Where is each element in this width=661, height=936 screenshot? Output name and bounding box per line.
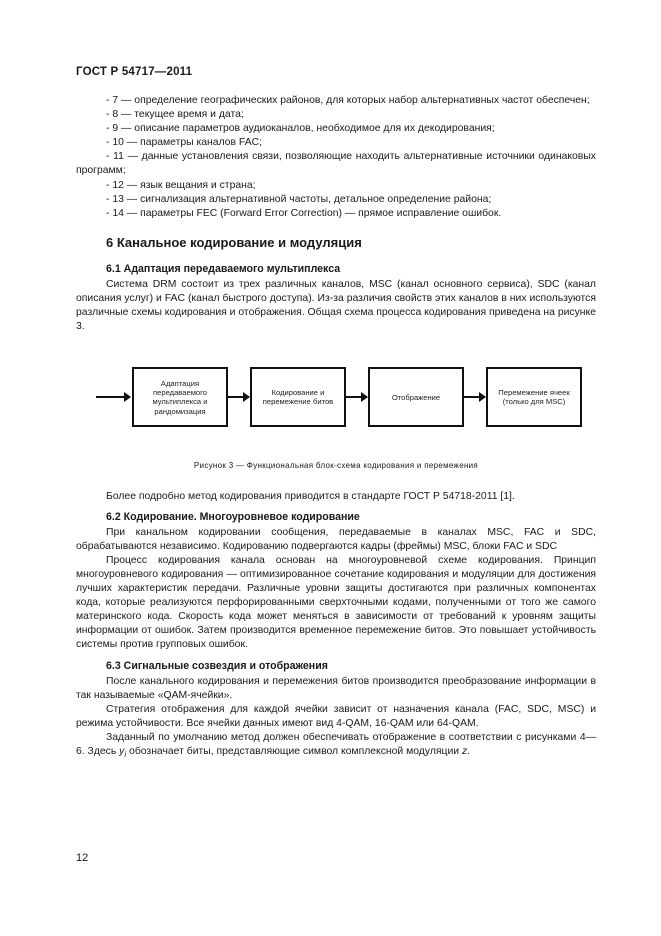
paragraph: При канальном кодировании сообщения, передаваемые в каналах MSC, FAC и SDC, обрабатываются независимо. Кодированию подвергаются кадры (фреймы) MSC, блоки FAC и SDC (76, 526, 596, 552)
section-6-2-heading: 6.2 Кодирование. Многоуровневое кодирование (106, 510, 360, 523)
list-item: - 7 — определение географических районов, для которых набор альтернативных частот обеспечен; (106, 95, 590, 106)
list-item: - 13 — сигнализация альтернативной частоты, детальное определение района; (106, 193, 492, 205)
arrow-2 (346, 396, 367, 398)
document-header: ГОСТ Р 54717—2011 (76, 66, 193, 78)
block-cell-interleaving: Перемежение ячеек (только для MSC) (486, 367, 582, 427)
paragraph: Более подробно метод кодирования приводится в стандарте ГОСТ Р 54718-2011 [1]. (106, 490, 515, 502)
text-run: обозначает биты, представляющие символ комплексной модуляции (126, 746, 462, 758)
text-run: . (467, 746, 471, 758)
list-item: - 10 — параметры каналов FAC; (106, 137, 263, 149)
arrow-input (96, 396, 130, 398)
arrow-1 (228, 396, 249, 398)
variable-y: y (119, 746, 125, 758)
list-item: - 8 — текущее время и дата; (106, 109, 244, 121)
paragraph: Процесс кодирования канала основан на многоуровневой схеме кодирования. Принцип многоуровневого кодирования — оптимизированное сочетание кодирования и модуляции для достижения лучших характеристик передачи. Различные уровни защиты достигаются при различных компонентах кода, которые реализуются перфорированными сверхточными кодами, полученными от того же самого материнского кода. Скорость кода может меняться в зависимости от требований к уровням защиты информации от ошибок. Затем производится временное перемежение битов. Это повышает устойчивость системы против групповых ошибок. (76, 554, 596, 651)
list-item: - 14 — параметры FEC (Forward Error Correction) — прямое исправление ошибок. (106, 207, 502, 219)
paragraph: После канального кодирования и перемежения битов производится преобразование информации в так называемые «QAM-ячейки». (76, 675, 596, 701)
text-run: Заданный по умолчанию метод должен обеспечивать отображение в соответствии с рисунками 4—6. Здесь (76, 732, 596, 758)
list-item: - 9 — описание параметров аудиоканалов, необходимое для их декодирования; (106, 123, 495, 135)
block-mapping: Отображение (368, 367, 464, 427)
list-item: - 11 — данные установления связи, позволяющие находить альтернативные источники одинаковых программ; (76, 151, 596, 177)
list-item: - 12 — язык вещания и страна; (106, 179, 256, 191)
section-6-3-heading: 6.3 Сигнальные созвездия и отображения (106, 659, 328, 672)
arrow-3 (464, 396, 485, 398)
section-6-heading: 6 Канальное кодирование и модуляция (106, 234, 362, 250)
paragraph (76, 731, 596, 762)
paragraph: Система DRM состоит из трех различных каналов, MSC (канал основного сервиса), SDC (канал описания услуг) и FAC (канал быстрого доступа). Из-за различия свойств этих каналов в них используются различные схемы кодирования и отображения. Общая схема процесса кодирования приведена на рисунке 3. (76, 279, 596, 333)
block-coding-interleaving: Кодирование и перемежение битов (250, 367, 346, 427)
page-content (76, 94, 596, 762)
section-6-1-heading: 6.1 Адаптация передаваемого мультиплекса (106, 262, 341, 275)
variable-z: z (461, 746, 468, 758)
figure-caption: Рисунок 3 — Функциональная блок-схема кодирования и перемежения (193, 461, 479, 471)
block-multiplex-adaptation: Адаптация передаваемого мультиплекса и рандомизация (132, 367, 228, 427)
paragraph: Стратегия отображения для каждой ячейки зависит от назначения канала (FAC, SDC, MSC) и режима устойчивости. Все ячейки данных имеют вид 4-QAM, 16-QAM или 64-QAM. (76, 703, 596, 729)
variable-subscript: i (124, 750, 127, 760)
page-number: 12 (76, 852, 89, 864)
figure-3-block-diagram (76, 347, 596, 453)
